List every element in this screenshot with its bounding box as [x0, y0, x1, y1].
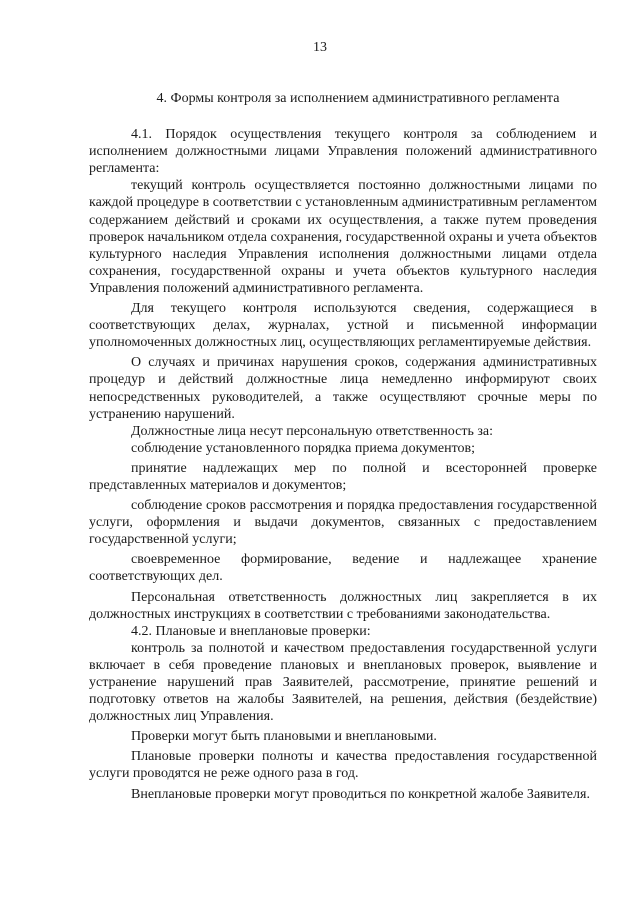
- list-item-verification: принятие надлежащих мер по полной и всесторонней проверке представленных материалов и документов;: [89, 460, 597, 493]
- paragraph-violations: О случаях и причинах нарушения сроков, содержания административных процедур и действий должностные лица немедленно информируют своих непосредственных руководителей, а также осуществляют срочные меры по устранению нарушений.: [89, 355, 597, 422]
- paragraph-current-control: текущий контроль осуществляется постоянно должностными лицами по каждой процедуре в соответствии с установленным административным регламентом содержанием действий и сроками их осуществления, а также путем проведения проверок начальником отдела сохранения, государственной охраны и учета объектов культурного наследия Управления исполнения должностными лицами отдела сохранения, государственной охраны и учета объектов культурного наследия Управления положений административного регламента.: [89, 178, 597, 296]
- paragraph-unplanned-checks: Внеплановые проверки могут проводиться по конкретной жалобе Заявителя.: [131, 786, 590, 802]
- list-item-storage: своевременное формирование, ведение и надлежащее хранение соответствующих дел.: [89, 552, 597, 585]
- paragraph-4-2: 4.2. Плановые и внеплановые проверки:: [131, 623, 371, 639]
- paragraph-personal-responsibility: Персональная ответственность должностных лиц закрепляется в их должностных инструкциях в соответствии с требованиями законодательства.: [89, 589, 597, 622]
- section-heading: 4. Формы контроля за исполнением административного регламента: [156, 91, 560, 106]
- paragraph-responsibility: Должностные лица несут персональную ответственность за:: [131, 423, 493, 439]
- paragraph-quality-control: контроль за полнотой и качеством предоставления государственной услуги включает в себя проведение плановых и внеплановых проверок, выявление и устранение нарушений прав Заявителей, рассмотрение, принятие решений и подготовку ответов на жалобы Заявителей, на решения, действия (бездействие) должностных лиц Управления.: [89, 640, 597, 725]
- page-number: 13: [313, 40, 327, 55]
- paragraph-planned-checks: Плановые проверки полноты и качества предоставления государственной услуги проводятся не реже одного раза в год.: [89, 749, 597, 782]
- list-item-reception: соблюдение установленного порядка приема документов;: [131, 440, 476, 456]
- paragraph-4-1: 4.1. Порядок осуществления текущего контроля за соблюдением и исполнением должностными лицами Управления положений административного регламента:: [89, 127, 597, 177]
- document-body: [89, 90, 597, 803]
- paragraph-sources: Для текущего контроля используются сведения, содержащиеся в соответствующих делах, журналах, устной и письменной информации уполномоченных должностных лиц, осуществляющих регламентируемые действия.: [89, 301, 597, 351]
- list-item-deadlines: соблюдение сроков рассмотрения и порядка предоставления государственной услуги, оформления и выдачи документов, связанных с предоставлением государственной услуги;: [89, 498, 597, 548]
- paragraph-check-types: Проверки могут быть плановыми и внеплановыми.: [131, 729, 437, 745]
